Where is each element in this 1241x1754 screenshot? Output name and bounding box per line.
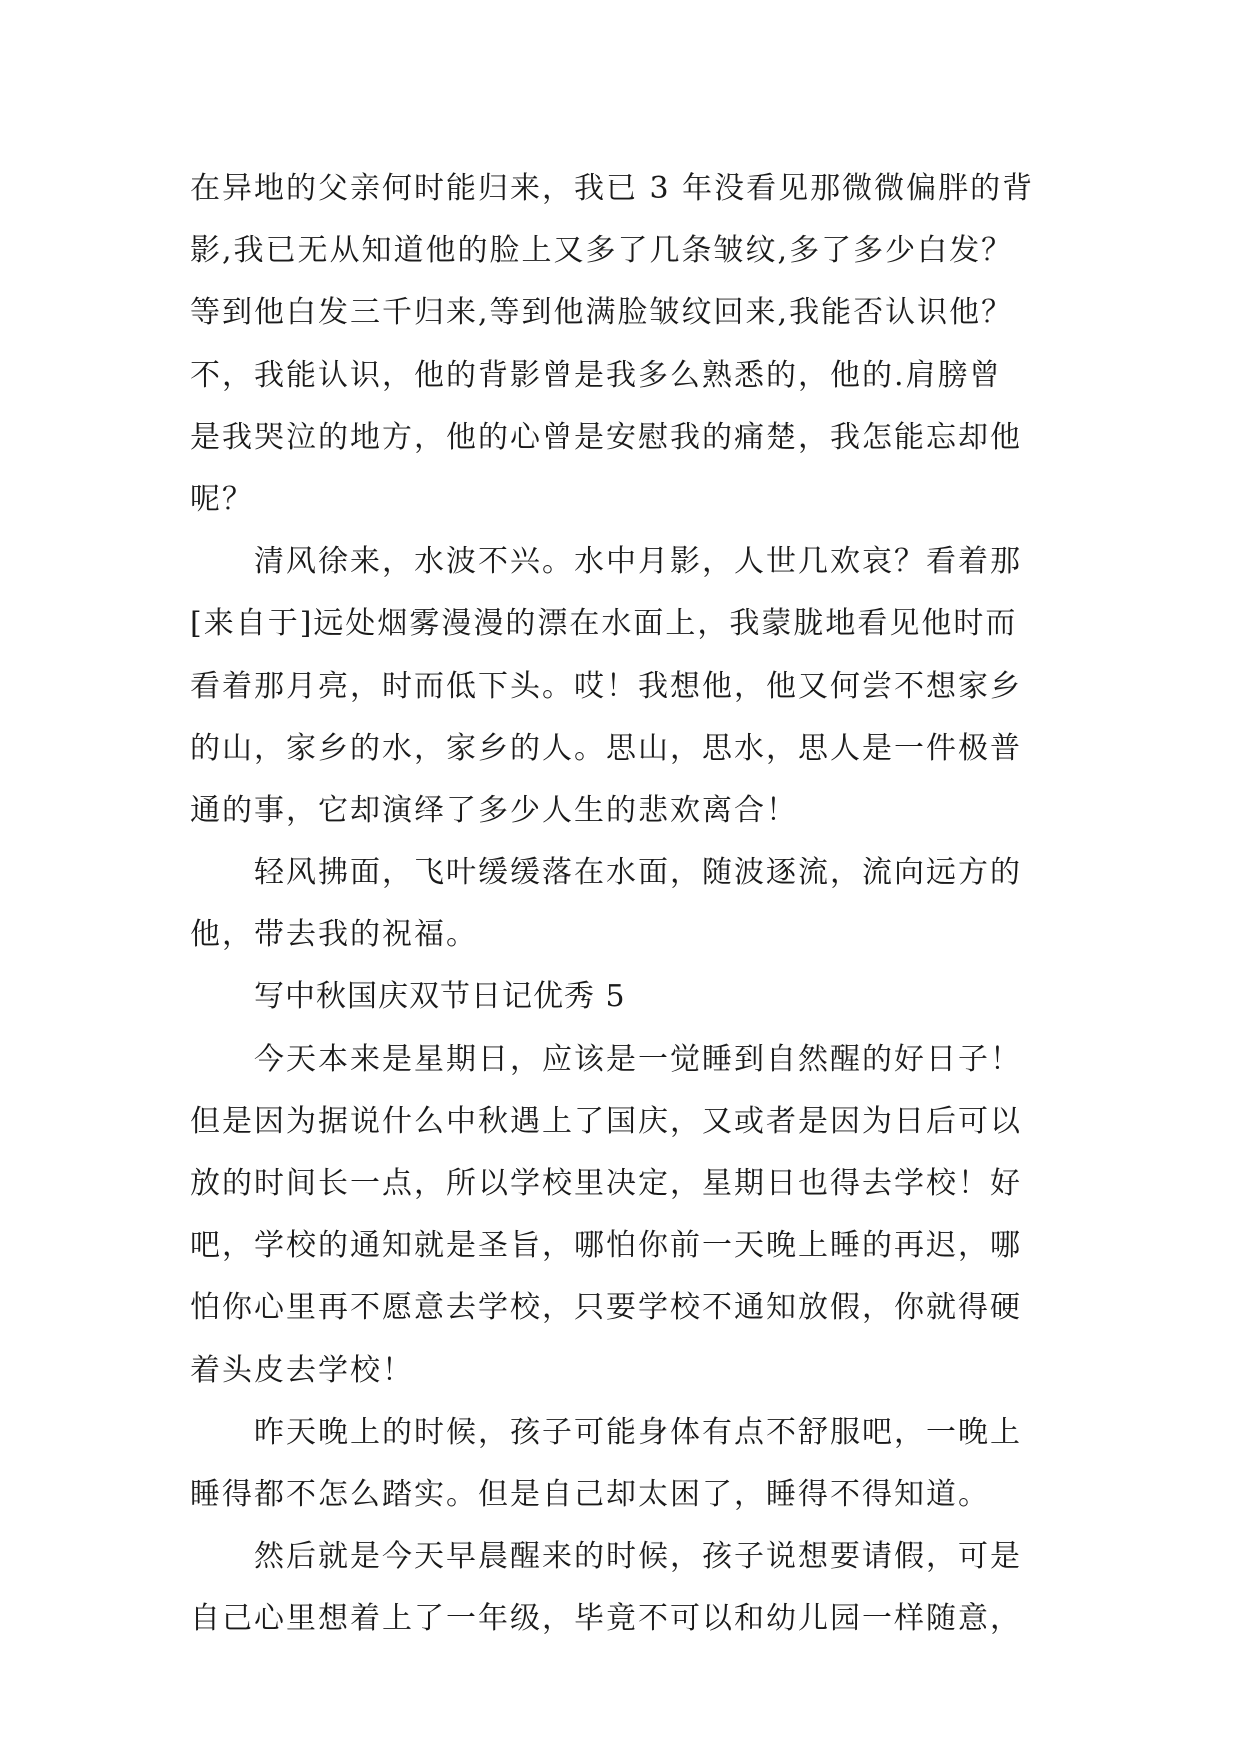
text-line: 影,我已无从知道他的脸上又多了几条皱纹,多了多少白发？ [190,233,1014,269]
paragraph-first-line: 然后就是今天早晨醒来的时候，孩子说想要请假，可是 [254,1539,1022,1575]
text-line: 吧，学校的通知就是圣旨，哪怕你前一天晚上睡的再迟，哪 [190,1228,1022,1264]
text-line: 他，带去我的祝福。 [190,917,478,953]
text-line: 自己心里想着上了一年级，毕竟不可以和幼儿园一样随意， [190,1601,1022,1637]
section-heading: 写中秋国庆双节日记优秀 5 [254,979,626,1015]
text-line: 的山，家乡的水，家乡的人。思山，思水，思人是一件极普 [190,730,1022,766]
paragraph-first-line: 轻风拂面，飞叶缓缓落在水面，随波逐流，流向远方的 [254,855,1022,891]
text-line: 不，我能认识，他的背影曾是我多么熟悉的，他的.肩膀曾 [190,357,1002,393]
text-line: 等到他白发三千归来,等到他满脸皱纹回来,我能否认识他？ [190,295,1014,331]
paragraph-first-line: 清风徐来，水波不兴。水中月影，人世几欢哀？看着那 [254,544,1022,580]
text-line: 通的事，它却演绎了多少人生的悲欢离合！ [190,792,798,828]
text-line: 怕你心里再不愿意去学校，只要学校不通知放假，你就得硬 [190,1290,1022,1326]
text-line: 但是因为据说什么中秋遇上了国庆，又或者是因为日后可以 [190,1103,1022,1139]
text-line: 呢？ [190,481,254,517]
text-line: 放的时间长一点，所以学校里决定，星期日也得去学校！好 [190,1166,1022,1201]
paragraph-first-line: 昨天晚上的时候，孩子可能身体有点不舒服吧，一晚上 [254,1414,1022,1450]
paragraph-first-line: 今天本来是星期日，应该是一觉睡到自然醒的好日子！ [254,1041,1022,1077]
text-line: [来自于]远处烟雾漫漫的漂在水面上，我蒙胧地看见他时而 [190,606,1018,642]
text-line: 看着那月亮，时而低下头。哎！我想他，他又何尝不想家乡 [190,668,1022,704]
text-line: 睡得都不怎么踏实。但是自己却太困了，睡得不得知道。 [190,1476,990,1512]
text-line: 着头皮去学校！ [190,1352,414,1388]
text-line: 在异地的父亲何时能归来，我已 3 年没看见那微微偏胖的背 [190,171,1035,206]
text-line: 是我哭泣的地方，他的心曾是安慰我的痛楚，我怎能忘却他 [190,419,1022,455]
document-body [190,158,1070,1651]
